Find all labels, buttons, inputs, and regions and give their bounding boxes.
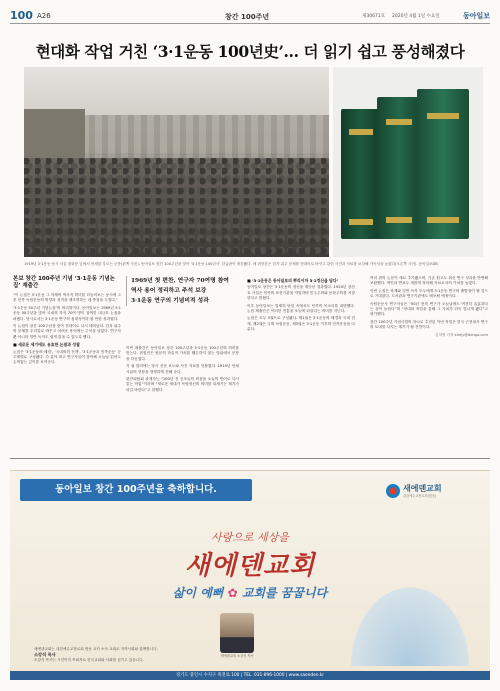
church-advertisement [10,470,490,680]
slogan-sub [10,584,490,601]
book-volume-2 [377,97,421,239]
byline: 김지영 기자 kimjy@donga.com [434,332,488,337]
slogan-sub-part: 교회를 꿈꿉니다 [241,586,328,600]
paragraph: 이 논집이 창간 100주년을 맞아 현대어로 다시 태어났다. 한자 위주의 문체를 우리말로 바꾸고 어려운 용어에는 주석을 달았다. 연구자뿐 아니라 일반 독자도 쉽게 읽을 수 있도록 했다. [13,324,121,339]
pastor-name: 소강석 목사 [34,652,56,657]
article-column-2 [126,346,239,395]
paragraph: 각 권 말미에는 당시 신문 보도와 사진 자료를 덧붙였다. 1919년 만세 시위의 현장을 생생하게 전해 준다. [126,364,239,374]
slogan-sub-part: 삶이 예뻐 [172,586,224,600]
book-volume-1 [341,109,381,239]
pull-quote-line: 3·1운동 연구의 기념비적 성과 [131,298,209,304]
church-name: 새에덴교회 [403,484,442,493]
pull-quote [126,276,239,306]
pastor-portrait [220,613,254,653]
article-column-4 [370,276,488,338]
issue-number: 제30671호 [362,14,386,19]
section-title: 창간 100주년 [225,13,270,21]
section-subhead: ■ 새로운 세기에도 유효한 논점과 성찰 [13,342,80,348]
description-line: 새에덴교회는 대한예수교장로회 합동 교단 소속 교회로 지역사회와 함께합니다. [34,647,158,651]
book-set-photo [333,67,483,257]
ad-footer [10,671,490,680]
paragraph: 여러 편의 논문이 새로 추가됐으며, 기존 원고도 최신 연구 성과를 반영해 보완했다. 색인과 연표도 새롭게 정리해 자료로서의 가치를 높였다. [370,276,488,286]
issue-date: 2020년 4월 1일 수요일 [392,14,440,19]
photo-caption: 1919년 3·1운동 당시 서울 광화문 앞에서 만세를 부르는 군중(왼쪽 사진). 동아일보 창간 100주년을 맞아 ‘3·1운동 100년사’ 한글판이 출간됐다. 새 편찬본은 한자 위주 문체를 현대어로 바꾸고 관련 사진과 자료를 보강해 가독성을 높였다(오른쪽 사진). 동아일보DB [24,262,438,266]
paragraph: 독립운동사 연구자들은 “50년 전의 연구가 오늘날에도 여전히 유효하다는 점이 놀랍다”며 “현대화 작업을 통해 그 가치가 더욱 빛나게 됐다”고 평가했다. [370,301,488,317]
page-number: A26 [37,12,51,20]
march-first-movement-photo [24,67,329,257]
paragraph: 이후 동아일보는 일제의 탄압 속에서도 민족의 목소리를 대변했다. 논집 재출간은 이러한 전통을 오늘에 되살리는 의미를 지닌다. [247,303,355,314]
masthead [10,9,490,24]
church-logo-icon [386,484,400,498]
pull-quote-line: 역사 용어 정리하고 주석 보강 [131,288,207,294]
paragraph: 논집은 ‘3·1운동의 배경’, ‘국내외의 전개’, ‘3·1운동과 민족운동’ 등 주제별로 구성됐다. 각 분야 최고 연구자들이 참여해 오늘날 읽어도 손색없는 깊이를 보여준다. [13,349,121,365]
paragraph: 이번 재출간은 동아일보 창간 100주년과 3·1운동 100주년의 의미를 잇는다. 편집진은 원문의 학술적 가치를 훼손하지 않는 범위에서 문장을 다듬었다. [126,346,239,361]
pull-quote-line: 1969년 첫 편찬, 연구자 70여명 참여 [131,278,229,284]
paragraph: ‘3·1운동 50주년 기념논집’의 머리말이다. 동아일보는 1969년 3·1운동 50주년을 맞아 국내외 학자 70여 명이 참여한 대규모 논집을 펴냈다. 당시로서는 3·1운동 연구의 집대성이라 할 만한 성과였다. [13,305,121,321]
church-logo-block [386,483,478,499]
paragraph: 이번 논집은 학계와 일반 독자 모두에게 3·1운동 연구의 출발점이 될 것으로 기대된다. 도서관과 연구기관에도 배포될 예정이다. [370,288,488,299]
centennial-logo: 100 [10,9,33,22]
church-denomination: 대한예수교장로회(합동) [403,494,437,498]
paragraph: “이 논집은 3·1운동 그 자체의 역사적 의미를 더듬어보는 동시에 그 후 민족 독립운동의 방향과 성격을 재조명하는 데 중점을 두었다.” [13,293,121,303]
book-volume-3 [417,89,469,239]
banner-text: 동아일보 창간 100주년을 축하합니다. [55,484,217,495]
section-divider [10,458,490,459]
article-subheadline: 본보 창간 100주년 기념 ‘3·1운동 기념논집’ 재출간 [13,276,115,289]
slogan-top: 사랑으로 세상을 [211,531,289,544]
church-contact: 경기도 용인시 수지구 죽전로 100 | TEL. 031-896-1000 | www.saeeden.kr [175,673,325,678]
congratulation-banner [20,479,252,501]
page-headline: 현대화 작업 거친 ‘3·1운동 100년史’… 더 읽기 쉽고 풍성해졌다 [35,42,465,61]
section-subhead: ■ ‘3·1운동은 동아일보의 뿌리이자 3·1정신을 담다’ [247,278,339,283]
description-line: 소강석 목사는 시인이자 목회자로 한국교회와 사회를 섬기고 있습니다. [34,658,144,662]
paper-name: 동아일보 [462,11,490,20]
slogan-main: 새에덴교회 [184,551,316,581]
paragraph: 논집은 모두 3권으로 구성됐다. 제1권은 3·1운동의 배경과 국내 전개, 제2권은 국외 독립운동, 제3권은 3·1운동 이후의 민족운동을 다룬다. [247,316,355,332]
church-description [34,647,199,663]
paragraph: 편찬위원회 관계자는 “100년 전 선조들의 외침을 오늘의 언어로 다시 읽는 작업”이라며 “새로운 세대가 독립정신의 의미를 되새기는 계기가 되길 바란다”고 말했다. [126,377,239,392]
article-column-3 [247,276,355,335]
paragraph: 동아일보 창간은 3·1운동의 정신을 계승한 결과였다. 1920년 창간호 사설은 민족의 표현기관을 자임하며 민주주의와 문화주의를 지향한다고 밝혔다. [247,285,355,301]
article-column-1 [13,276,121,368]
portrait-caption: 새에덴교회 소강석 목사 [220,654,254,658]
flower-icon: ✿ [227,586,238,600]
paragraph: 창간 100주년 기념사업의 하나로 추진된 이번 작업은 한국 근현대사 연구의 토대를 다지는 계기가 될 전망이다. [370,319,488,330]
